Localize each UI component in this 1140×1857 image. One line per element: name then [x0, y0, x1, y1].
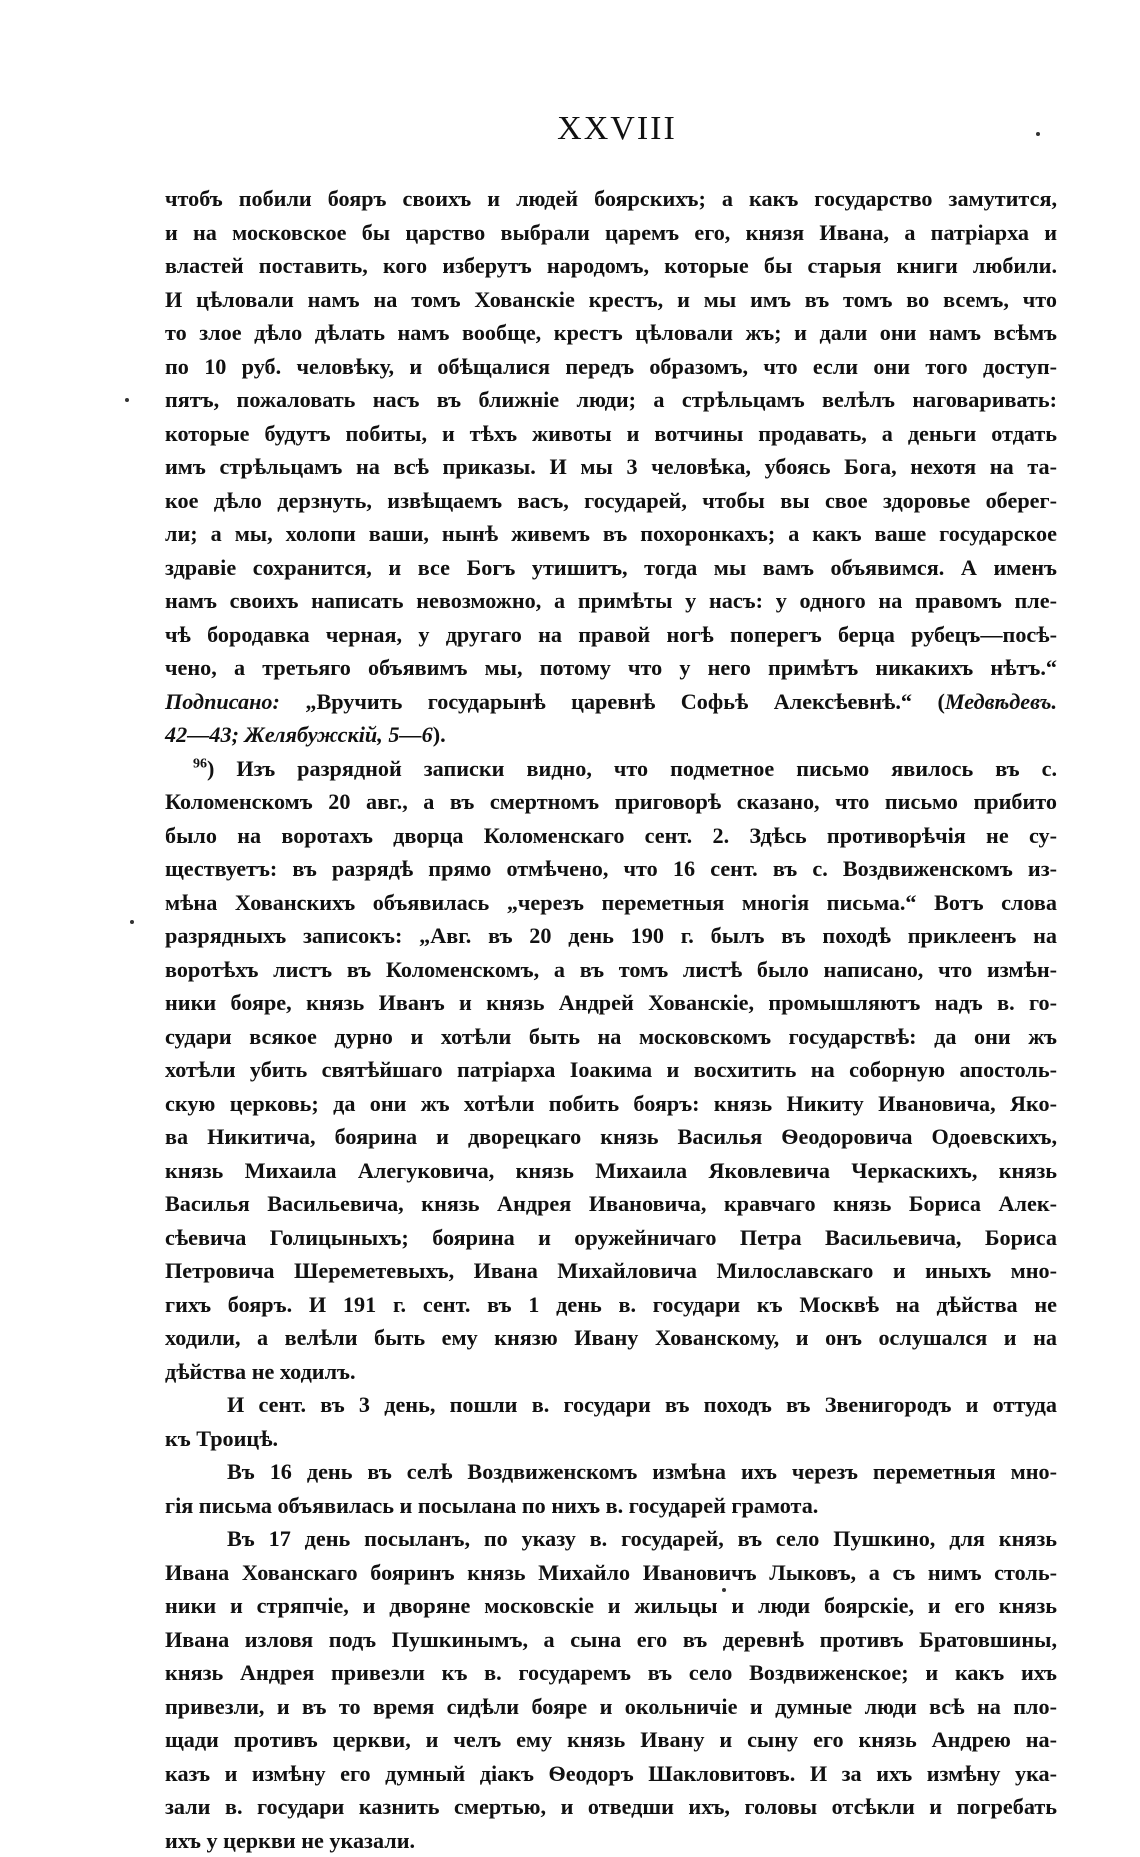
paragraph-sept-3	[165, 1388, 1057, 1455]
text-line: Ивана Хованскаго бояринъ князь Михайло Ивановичъ Лыковъ, а съ нимъ столь-	[165, 1556, 1057, 1590]
text-line: мѣна Хованскихъ объявилась „черезъ переметныя многія письма.“ Вотъ слова	[165, 886, 1057, 920]
text-line: привезли, и въ то время сидѣли бояре и окольничіе и думные люди всѣ на пло-	[165, 1690, 1057, 1724]
signature-text: „Вручить государынѣ царевнѣ Софьѣ Алексѣевнѣ.“ (	[280, 689, 945, 714]
text-line: ихъ у церкви не указали.	[165, 1824, 1057, 1857]
text-line: дѣйства не ходилъ.	[165, 1355, 1057, 1389]
text-line: казъ и измѣну его думный діакъ Ѳеодоръ Шакловитовъ. И за ихъ измѣну ука-	[165, 1757, 1057, 1791]
text-line: скую церковь; да они жъ хотѣли побить бояръ: князь Никиту Ивановича, Яко-	[165, 1087, 1057, 1121]
footnote-paragraph	[165, 752, 1057, 1389]
text-line: по 10 руб. человѣку, и обѣщалися передъ образомъ, что если они того доступ-	[165, 350, 1057, 384]
text-line: гихъ бояръ. И 191 г. сент. въ 1 день в. государи къ Москвѣ на дѣйства не	[165, 1288, 1057, 1322]
footnote-number: 96	[193, 756, 207, 771]
signature-line	[165, 685, 1057, 719]
text-line: Петровича Шереметевыхъ, Ивана Михайловича Милославскаго и иныхъ мно-	[165, 1254, 1057, 1288]
page-body	[165, 182, 1057, 1857]
text-line: пятъ, пожаловать насъ въ ближніе люди; а стрѣльцамъ велѣлъ наговаривать:	[165, 383, 1057, 417]
page-number: XXVIII	[165, 110, 1057, 148]
text-line: намъ своихъ написать невозможно, а примѣты у насъ: у одного на правомъ пле-	[165, 584, 1057, 618]
margin-speck-left	[125, 398, 129, 402]
text-line: чтобъ побили бояръ своихъ и людей боярскихъ; а какъ государство замутится,	[165, 182, 1057, 216]
text-line: имъ стрѣльцамъ на всѣ приказы. И мы 3 человѣка, убоясь Бога, нехотя на та-	[165, 450, 1057, 484]
text-line: къ Троицѣ.	[165, 1422, 1057, 1456]
paragraph-day-16	[165, 1455, 1057, 1522]
text-line: князь Михаила Алегуковича, князь Михаила Яковлевича Черкаскихъ, князь	[165, 1154, 1057, 1188]
text-line: сѣевича Голицыныхъ; боярина и оружейничаго Петра Васильевича, Бориса	[165, 1221, 1057, 1255]
footnote-first-line	[165, 752, 1057, 786]
text-line: которые будутъ побиты, и тѣхъ животы и вотчины продавать, а деньги отдать	[165, 417, 1057, 451]
text-line: И цѣловали намъ на томъ Хованскіе крестъ, и мы имъ въ томъ во всемъ, что	[165, 283, 1057, 317]
text-line: зали в. государи казнить смертью, и отведши ихъ, головы отсѣкли и погребать	[165, 1790, 1057, 1824]
text-line: Василья Васильевича, князь Андрея Ивановича, кравчаго князь Бориса Алек-	[165, 1187, 1057, 1221]
letter-paragraph	[165, 182, 1057, 752]
text-line: гія письма объявилась и посылана по нихъ в. государей грамота.	[165, 1489, 1057, 1523]
text-line: И сент. въ 3 день, пошли в. государи въ походъ въ Звенигородъ и оттуда	[165, 1388, 1057, 1422]
text-line: чено, а третьяго объявимъ мы, потому что у него примѣтъ никакихъ нѣтъ.“	[165, 651, 1057, 685]
text-line: ) Изъ разрядной записки видно, что подметное письмо явилось въ с.	[207, 756, 1057, 781]
source-citation-continued: 42—43; Желябужскій, 5—6	[165, 722, 433, 747]
text-line: здравіе сохранится, и все Богъ утишитъ, тогда мы вамъ объявимся. А именъ	[165, 551, 1057, 585]
text-line: щади противъ церкви, и челъ ему князь Ивану и сыну его князь Андрею на-	[165, 1723, 1057, 1757]
text-line: воротѣхъ листъ въ Коломенскомъ, а въ томъ листѣ было написано, что измѣн-	[165, 953, 1057, 987]
text-line: Коломенскомъ 20 авг., а въ смертномъ приговорѣ сказано, что письмо прибито	[165, 785, 1057, 819]
text-line: Въ 16 день въ селѣ Воздвиженскомъ измѣна ихъ черезъ переметныя мно-	[165, 1455, 1057, 1489]
text-line: было на воротахъ дворца Коломенскаго сент. 2. Здѣсь противорѣчія не су-	[165, 819, 1057, 853]
text-line: разрядныхъ записокъ: „Авг. въ 20 день 190 г. былъ въ походѣ приклеенъ на	[165, 919, 1057, 953]
text-line: чѣ бородавка черная, у другаго на правой ногѣ поперегъ берца рубецъ—посѣ-	[165, 618, 1057, 652]
text-line: ходили, а велѣли быть ему князю Ивану Хованскому, и онъ ослушался и на	[165, 1321, 1057, 1355]
text-line: и на московское бы царство выбрали царемъ его, князя Ивана, а патріарха и	[165, 216, 1057, 250]
signature-label: Подписано:	[165, 689, 280, 714]
text-line: князь Андрея привезли къ в. государемъ въ село Воздвиженское; и какъ ихъ	[165, 1656, 1057, 1690]
text-line: ществуетъ: въ разрядѣ прямо отмѣчено, что 16 сент. въ с. Воздвиженскомъ из-	[165, 852, 1057, 886]
text-line: властей поставить, кого изберутъ народомъ, которые бы старыя книги любили.	[165, 249, 1057, 283]
text-line: ники бояре, князь Иванъ и князь Андрей Хованскіе, промышляютъ надъ в. го-	[165, 986, 1057, 1020]
source-line	[165, 718, 1057, 752]
text-line: ли; а мы, холопи ваши, нынѣ живемъ въ похоронкахъ; а какъ ваше государское	[165, 517, 1057, 551]
text-line: судари всякое дурно и хотѣли быть на московскомъ государствѣ: да они жъ	[165, 1020, 1057, 1054]
text-line: то злое дѣло дѣлать намъ вообще, крестъ цѣловали жъ; и дали они намъ всѣмъ	[165, 316, 1057, 350]
margin-speck-mid	[130, 920, 134, 924]
source-citation: Медвѣдевъ.	[945, 689, 1057, 714]
paragraph-day-17	[165, 1522, 1057, 1857]
text-line: ники и стряпчіе, и дворяне московскіе и жильцы и люди боярскіе, и его князь	[165, 1589, 1057, 1623]
text-line: ва Никитича, боярина и дворецкаго князь Василья Ѳеодоровича Одоевскихъ,	[165, 1120, 1057, 1154]
text-line: Въ 17 день посыланъ, по указу в. государей, въ село Пушкино, для князь	[165, 1522, 1057, 1556]
book-page	[165, 110, 1057, 1710]
text-line: кое дѣло дерзнуть, извѣщаемъ васъ, государей, чтобы вы свое здоровье оберег-	[165, 484, 1057, 518]
text-line: Ивана изловя подъ Пушкинымъ, а сына его въ деревнѣ противъ Братовшины,	[165, 1623, 1057, 1657]
source-close: ).	[433, 722, 446, 747]
text-line: хотѣли убить святѣйшаго патріарха Іоакима и восхитить на соборную апостоль-	[165, 1053, 1057, 1087]
